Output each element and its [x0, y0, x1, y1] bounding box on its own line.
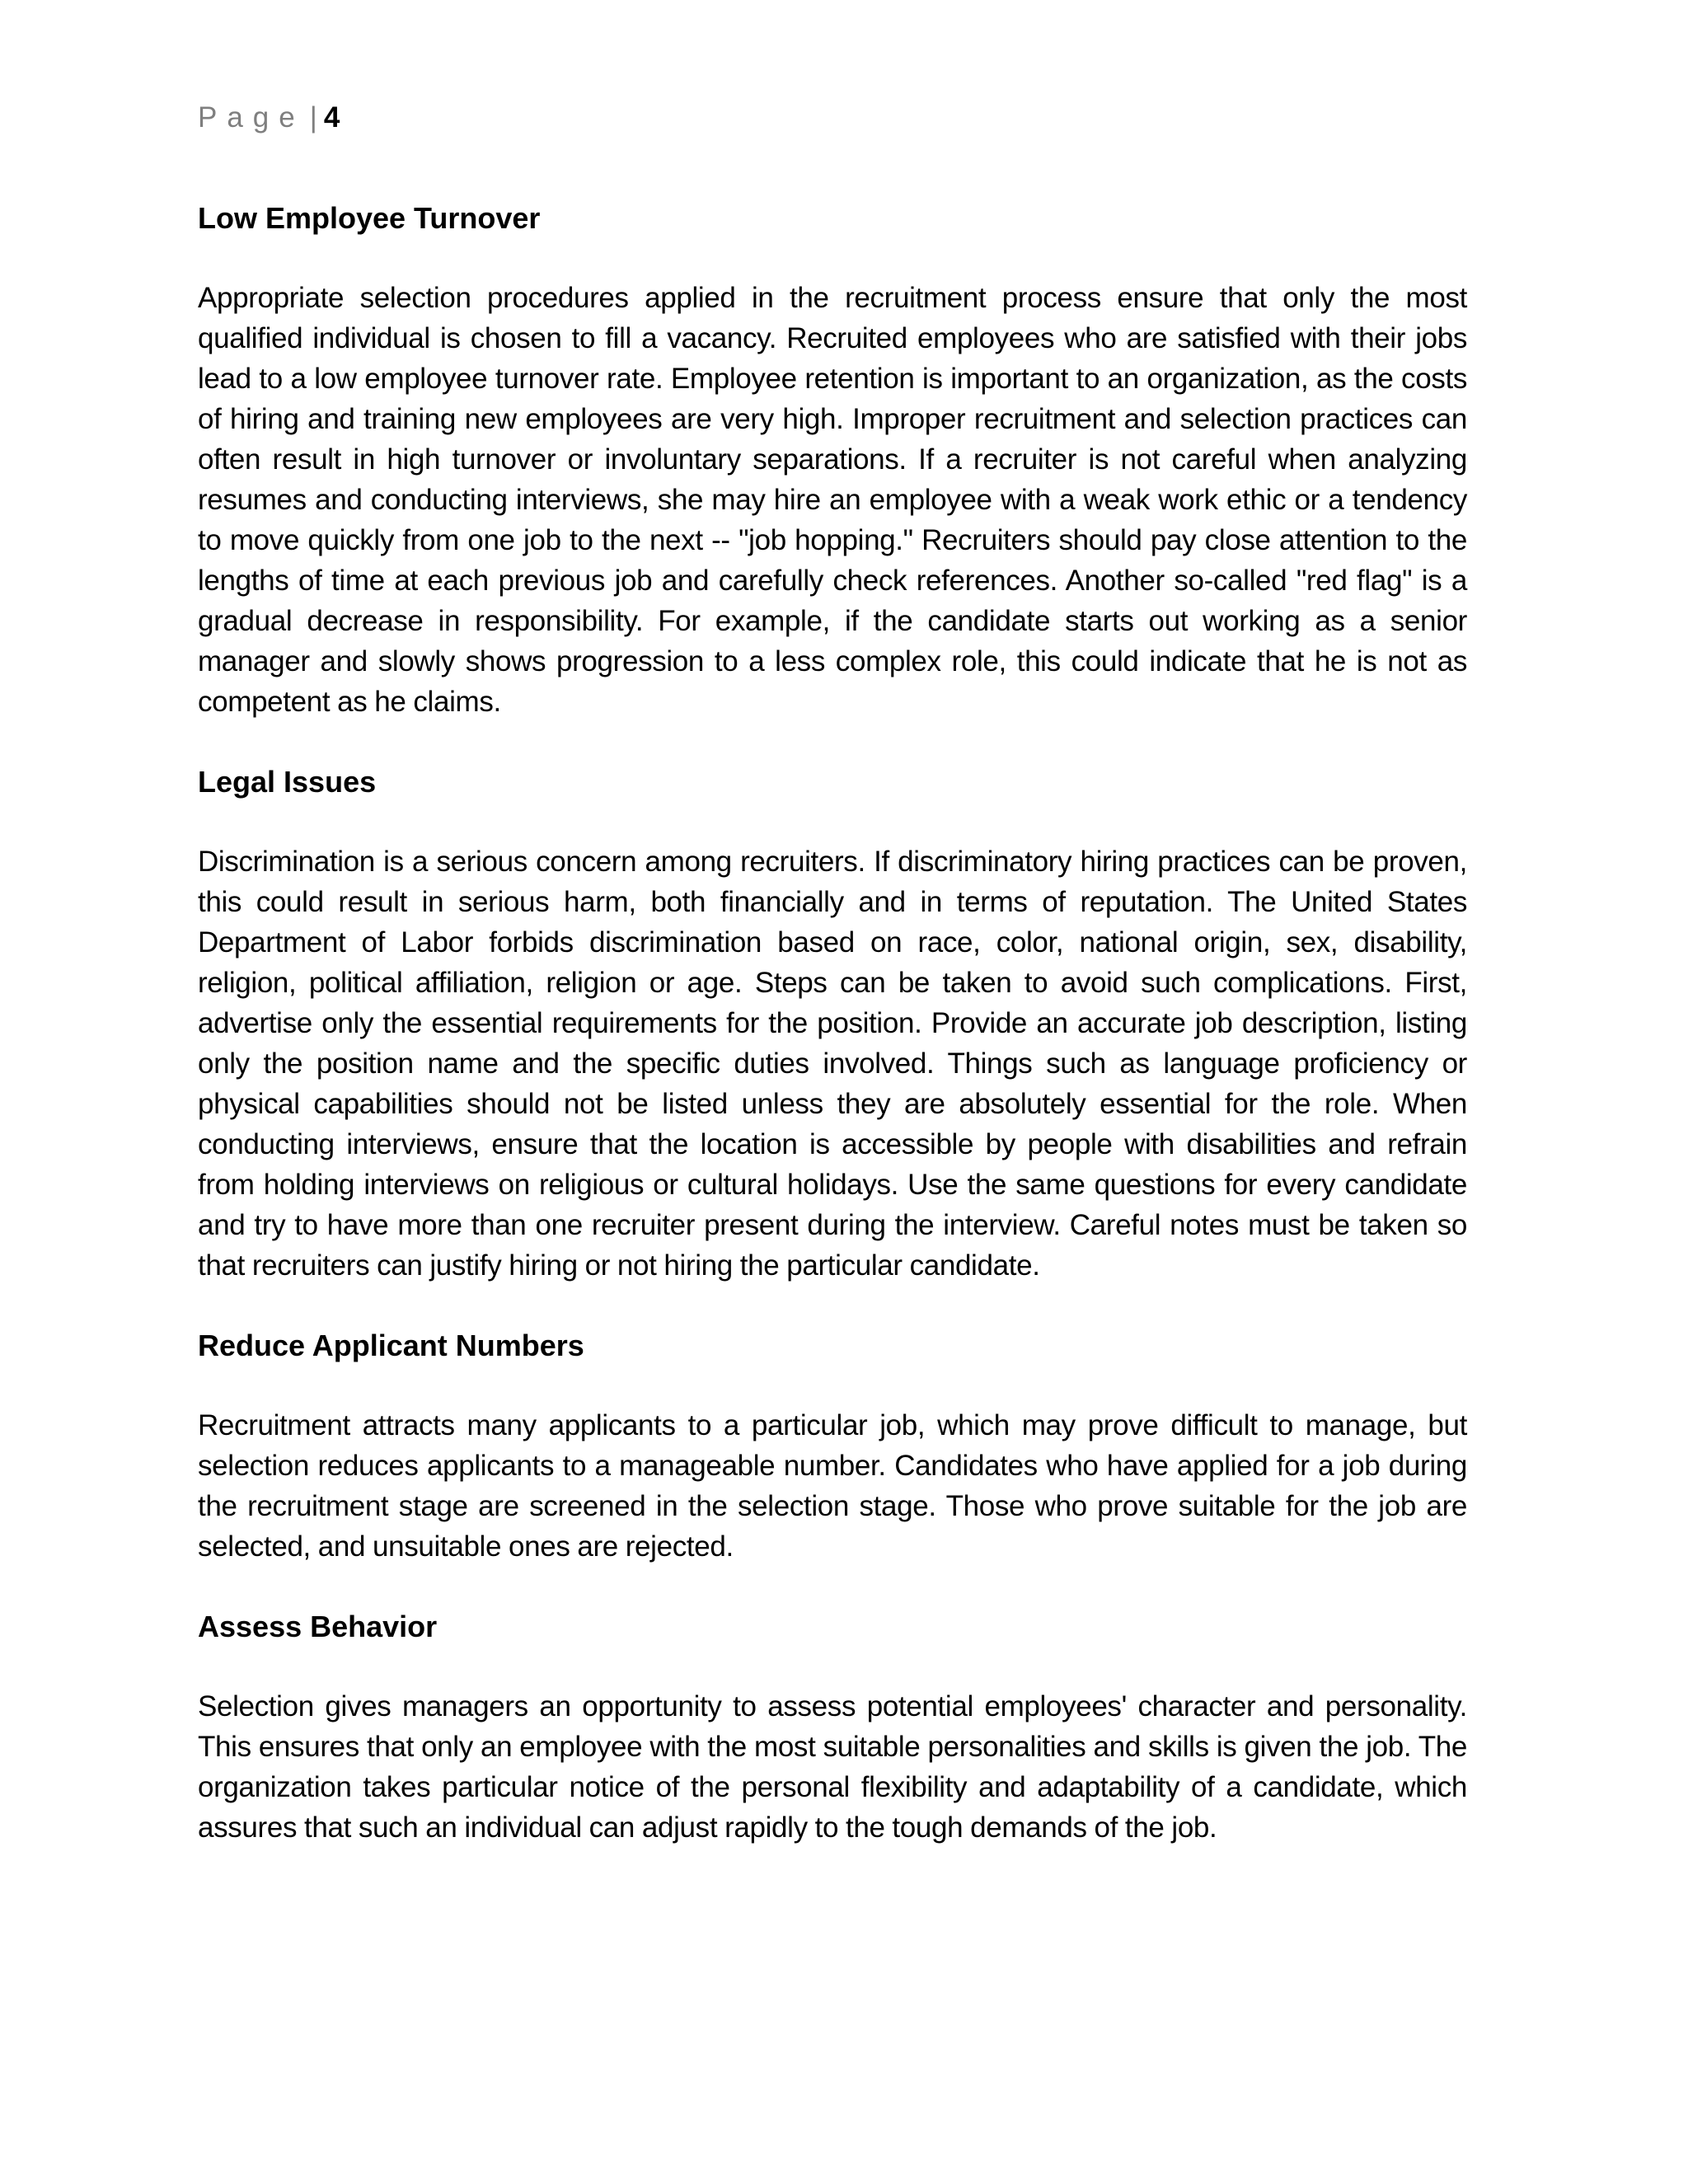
- page-label: Page: [198, 101, 305, 134]
- section-paragraph: Discrimination is a serious concern among recruiters. If discriminatory hiring practices can be proven, this could result in serious harm, both financially and in terms of reputation. The United States Department of Labor forbids discrimination based on race, color, national origin, sex, disability, religion, political affiliation, religion or age. Steps can be taken to avoid such complications. First, advertise only the essential requirements for the position. Provide an accurate job description, listing only the position name and the specific duties involved. Things such as language proficiency or physical capabilities should not be listed unless they are absolutely essential for the role. When conducting interviews, ensure that the location is accessible by people with disabilities and refrain from holding interviews on religious or cultural holidays. Use the same questions for every candidate and try to have more than one recruiter present during the interview. Careful notes must be taken so that recruiters can justify hiring or not hiring the particular candidate.: [198, 846, 1467, 1282]
- section-heading: Legal Issues: [198, 765, 377, 799]
- document-body: [198, 198, 1467, 1887]
- section-paragraph: Selection gives managers an opportunity to assess potential employees' character and personality. This ensures that only an employee with the most suitable personalities and skills is given the job. The organization takes particular notice of the personal flexibility and adaptability of a candidate, which assures that such an individual can adjust rapidly to the tough demands of the job.: [198, 1690, 1467, 1844]
- section-low-employee-turnover: [198, 198, 1467, 722]
- section-legal-issues: [198, 762, 1467, 1286]
- section-heading: Assess Behavior: [198, 1610, 438, 1643]
- section-paragraph: Appropriate selection procedures applied in the recruitment process ensure that only the most qualified individual is chosen to fill a vacancy. Recruited employees who are satisfied with their jobs lead to a low employee turnover rate. Employee retention is important to an organization, as the costs of hiring and training new employees are very high. Improper recruitment and selection practices can often result in high turnover or involuntary separations. If a recruiter is not careful when analyzing resumes and conducting interviews, she may hire an employee with a weak work ethic or a tendency to move quickly from one job to the next -- "job hopping." Recruiters should pay close attention to the lengths of time at each previous job and carefully check references. Another so-called "red flag" is a gradual decrease in responsibility. For example, if the candidate starts out working as a senior manager and slowly shows progression to a less complex role, this could indicate that he is not as competent as he claims.: [198, 282, 1467, 718]
- page-number: 4: [323, 101, 340, 134]
- section-heading: Low Employee Turnover: [198, 201, 541, 235]
- section-heading: Reduce Applicant Numbers: [198, 1329, 584, 1362]
- section-paragraph: Recruitment attracts many applicants to a particular job, which may prove difficult to manage, but selection reduces applicants to a manageable number. Candidates who have applied for a job during the recruitment stage are screened in the selection stage. Those who prove suitable for the job are selected, and unsuitable ones are rejected.: [198, 1409, 1467, 1563]
- page-separator: |: [309, 101, 317, 134]
- page-header: [198, 97, 340, 138]
- section-assess-behavior: [198, 1606, 1467, 1848]
- section-reduce-applicant-numbers: [198, 1325, 1467, 1567]
